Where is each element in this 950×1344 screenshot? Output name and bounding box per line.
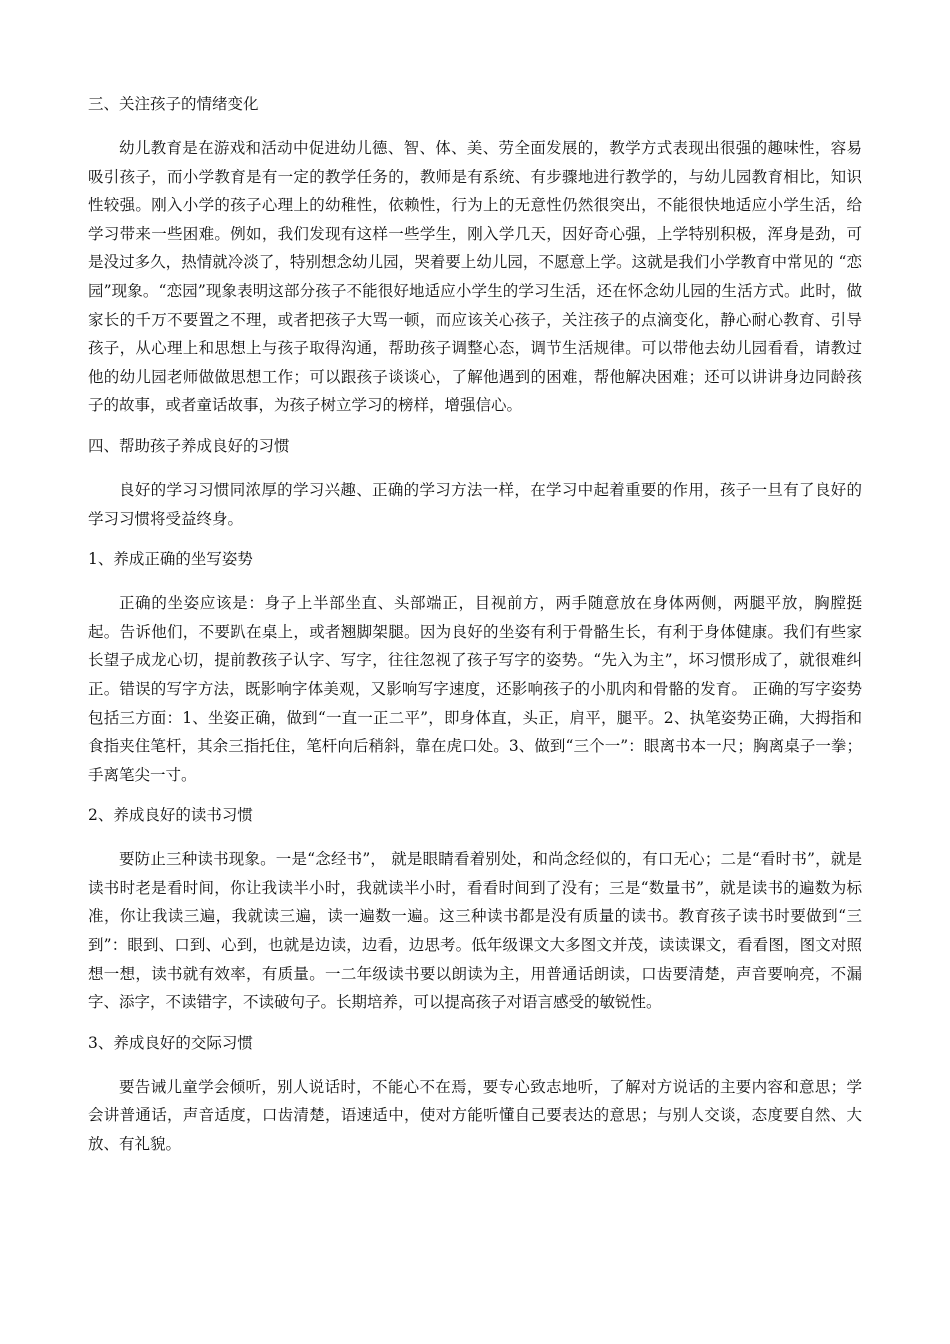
section-social-habits [88, 1029, 862, 1159]
section-paragraph: 幼儿教育是在游戏和活动中促进幼儿德、智、体、美、劳全面发展的，教学方式表现出很强的趣味性，容易吸引孩子，而小学教育是有一定的教学任务的，教师是有系统、有步骤地进行教学的，与幼儿园教育相比，知识性较强。刚入小学的孩子心理上的幼稚性，依赖性，行为上的无意性仍然很突出，不能很快地适应小学生活，给学习带来一些困难。例如，我们发现有这样一些学生，刚入学几天，因好奇心强，上学特别积极，浑身是劲，可是没过多久，热情就冷淡了，特别想念幼儿园，哭着要上幼儿园，不愿意上学。这就是我们小学教育中常见的 “恋园”现象。“恋园”现象表明这部分孩子不能很好地适应小学生的学习生活，还在怀念幼儿园的生活方式。此时，做家长的千万不要置之不理，或者把孩子大骂一顿，而应该关心孩子，关注孩子的点滴变化，静心耐心教育、引导孩子，从心理上和思想上与孩子取得沟通，帮助孩子调整心态，调节生活规律。可以带他去幼儿园看看，请教过他的幼儿园老师做做思想工作；可以跟孩子谈谈心，了解他遇到的困难，帮他解决困难；还可以讲讲身边同龄孩子的故事，或者童话故事，为孩子树立学习的榜样，增强信心。 [88, 139, 862, 415]
section-paragraph: 要告诫儿童学会倾听，别人说话时，不能心不在焉，要专心致志地听，了解对方说话的主要内容和意思；学会讲普通话，声音适度，口齿清楚，语速适中，使对方能听懂自己要表达的意思；与别人交谈，态度要自然、大放、有礼貌。 [88, 1077, 862, 1154]
section-heading: 3、养成良好的交际习惯 [88, 1033, 253, 1052]
section-paragraph: 良好的学习习惯同浓厚的学习兴趣、正确的学习方法一样，在学习中起着重要的作用，孩子一旦有了良好的学习习惯将受益终身。 [88, 480, 862, 528]
section-posture [88, 545, 862, 789]
section-emotional-changes [88, 90, 862, 420]
section-heading: 2、养成良好的读书习惯 [88, 806, 253, 825]
document-page [88, 90, 862, 1171]
section-heading: 四、帮助孩子养成良好的习惯 [88, 436, 290, 455]
section-reading-habits [88, 801, 862, 1017]
section-heading: 1、养成正确的坐写姿势 [88, 550, 253, 569]
section-good-habits [88, 432, 862, 533]
section-paragraph: 正确的坐姿应该是：身子上半部坐直、头部端正，目视前方，两手随意放在身体两侧，两腿平放，胸膛挺起。告诉他们，不要趴在桌上，或者翘脚架腿。因为良好的坐姿有利于骨骼生长，有利于身体健康。我们有些家长望子成龙心切，提前教孩子认字、写字，往往忽视了孩子写字的姿势。“先入为主”，坏习惯形成了，就很难纠正。错误的写字方法，既影响字体美观，又影响写字速度，还影响孩子的小肌肉和骨骼的发育。 正确的写字姿势包括三方面：1、坐姿正确，做到“一直一正二平”，即身体直，头正，肩平，腿平。2、执笔姿势正确，大拇指和食指夹住笔杆，其余三指托住，笔杆向后稍斜，靠在虎口处。3、做到“三个一”：眼离书本一尺；胸离桌子一拳；手离笔尖一寸。 [88, 594, 862, 784]
section-heading: 三、关注孩子的情绪变化 [88, 95, 259, 113]
section-paragraph: 要防止三种读书现象。一是“念经书”， 就是眼睛看着别处，和尚念经似的，有口无心；二是“看时书”，就是读书时老是看时间，你让我读半小时，我就读半小时，看看时间到了没有；三是“数量书”，就是读书的遍数为标准，你让我读三遍，我就读三遍，读一遍数一遍。这三种读书都是没有质量的读书。教育孩子读书时要做到“三到”：眼到、口到、心到，也就是边读，边看，边思考。低年级课文大多图文并茂，读读课文，看看图，图文对照想一想，读书就有效率，有质量。一二年级读书要以朗读为主，用普通话朗读，口齿要清楚，声音要响亮，不漏字、添字，不读错字，不读破句子。长期培养，可以提高孩子对语言感受的敏锐性。 [88, 850, 862, 1012]
